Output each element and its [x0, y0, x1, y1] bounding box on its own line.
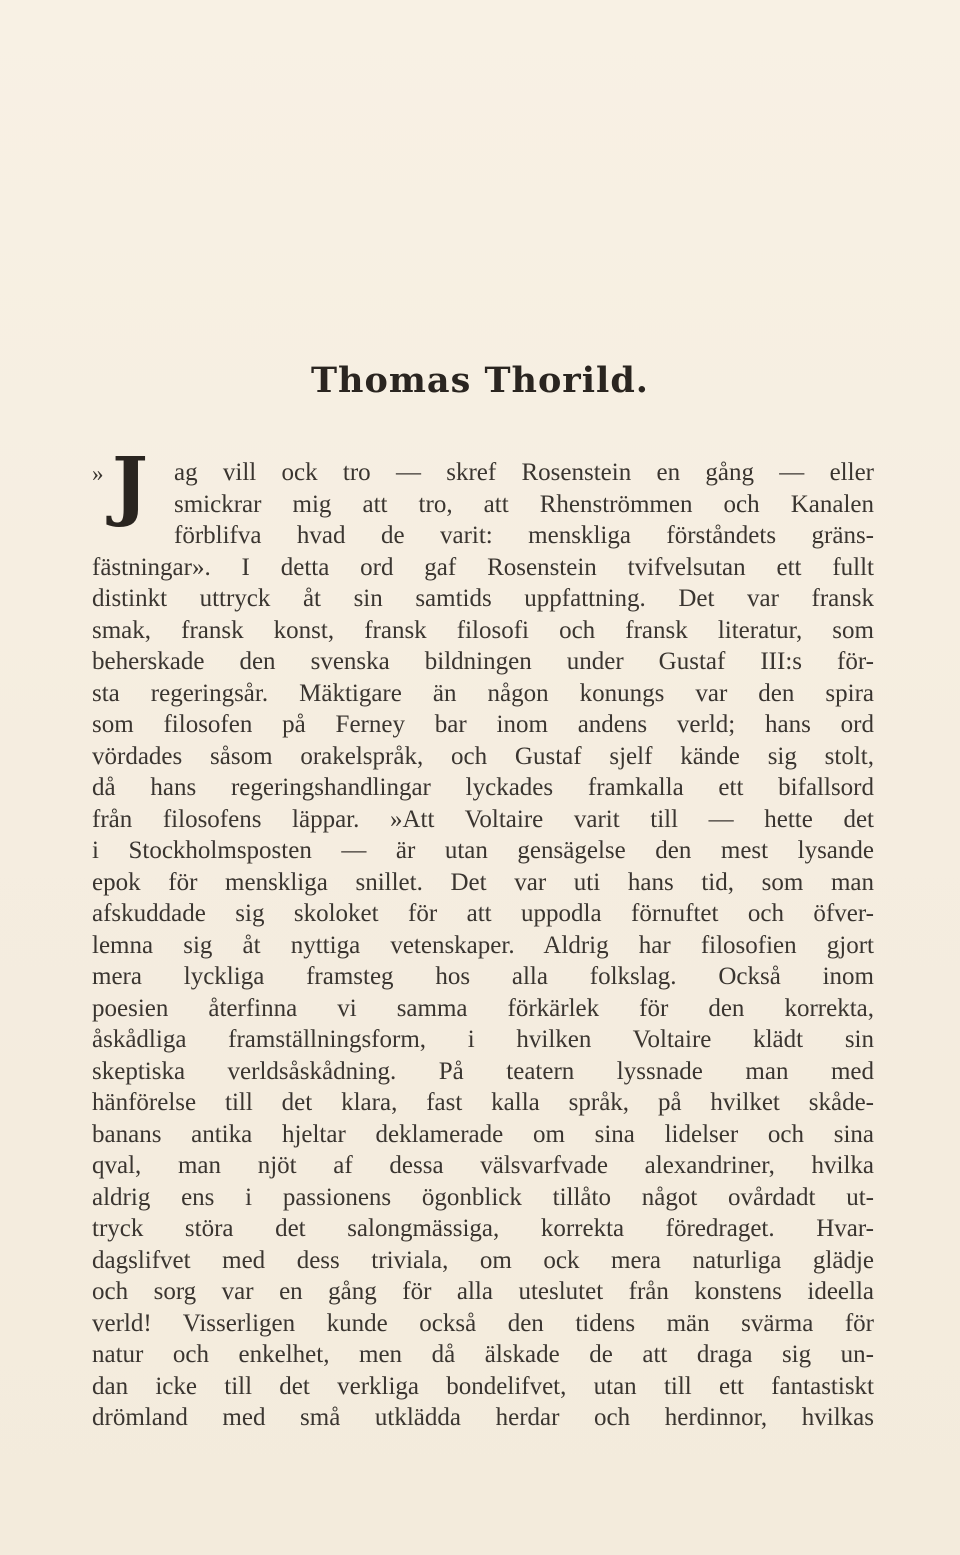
- text-line: dagslifvet med dess triviala, om ock mera naturliga glädje: [92, 1246, 874, 1274]
- text-line: dan icke till det verkliga bondelifvet, utan till ett fantastiskt: [92, 1372, 874, 1400]
- text-line: som filosofen på Ferney bar inom andens verld; hans ord: [92, 711, 874, 738]
- text-line: smickrar mig att tro, att Rhenströmmen och Kanalen: [174, 490, 874, 518]
- text-line: verld! Visserligen kunde också den tidens män svärma för: [92, 1309, 874, 1337]
- text-line: skeptiska verldsåskådning. På teatern lyssnade man med: [92, 1057, 874, 1085]
- text-line: sta regeringsår. Mäktigare än någon konungs var den spira: [92, 679, 874, 707]
- drop-cap-letter: J: [112, 440, 148, 529]
- text-line: aldrig ens i passionens ögonblick tillåto något ovårdadt ut-: [92, 1183, 874, 1211]
- body-paragraph: [92, 457, 874, 1434]
- text-line: fästningar». I detta ord gaf Rosenstein tvifvelsutan ett fullt: [92, 553, 874, 581]
- text-line: poesien återfinna vi samma förkärlek för den korrekta,: [92, 994, 874, 1022]
- text-line: distinkt uttryck åt sin samtids uppfattning. Det var fransk: [92, 585, 874, 612]
- text-line: lemna sig åt nyttiga vetenskaper. Aldrig har filosofien gjort: [92, 931, 874, 959]
- text-line: banans antika hjeltar deklamerade om sina lidelser och sina: [92, 1120, 874, 1148]
- text-line: i Stockholmsposten — är utan gensägelse den mest lysande: [92, 837, 874, 864]
- chapter-title: Thomas Thorild.: [311, 360, 649, 401]
- text-line: från filosofens läppar. »Att Voltaire varit till — hette det: [92, 805, 874, 833]
- text-line: smak, fransk konst, fransk filosofi och fransk literatur, som: [92, 616, 874, 644]
- text-line: vördades såsom orakelspråk, och Gustaf sjelf kände sig stolt,: [92, 742, 874, 770]
- text-line: qval, man njöt af dessa välsvarfvade alexandriner, hvilka: [92, 1152, 874, 1179]
- text-line: beherskade den svenska bildningen under Gustaf III:s för-: [92, 648, 874, 675]
- text-line: natur och enkelhet, men då älskade de att draga sig un-: [92, 1341, 874, 1368]
- text-line: tryck störa det salongmässiga, korrekta föredraget. Hvar-: [92, 1215, 874, 1242]
- text-line: mera lyckliga framsteg hos alla folkslag. Också inom: [92, 963, 874, 990]
- text-line: afskuddade sig skoloket för att uppodla förnuftet och öfver-: [92, 900, 874, 927]
- text-line: hänförelse till det klara, fast kalla språk, på hvilket skåde-: [92, 1089, 874, 1116]
- text-line: och sorg var en gång för alla uteslutet från konstens ideella: [92, 1278, 874, 1305]
- text-line: epok för menskliga snillet. Det var uti hans tid, som man: [92, 868, 874, 896]
- text-line: åskådliga framställningsform, i hvilken Voltaire klädt sin: [92, 1026, 874, 1053]
- text-line: då hans regeringshandlingar lyckades framkalla ett bifallsord: [92, 774, 874, 801]
- opening-quote-mark: »: [92, 461, 104, 486]
- text-line: ag vill ock tro — skref Rosenstein en gång — eller: [174, 459, 874, 486]
- text-line: förblifva hvad de varit: menskliga förståndets gräns-: [174, 522, 874, 549]
- text-line: drömland med små utklädda herdar och herdinnor, hvilkas: [92, 1404, 874, 1431]
